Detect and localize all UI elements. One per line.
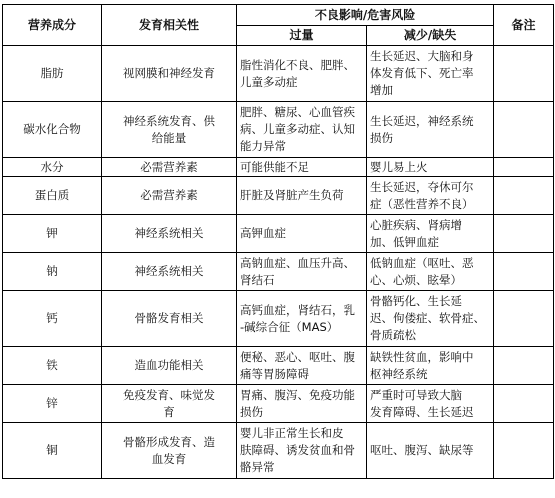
cell-development <box>102 291 237 347</box>
cell-excess-text: 胃痛、腹泻、免疫功能 损伤 <box>240 387 355 419</box>
cell-excess <box>237 253 367 291</box>
cell-nutrient <box>3 102 102 158</box>
cell-development-text: 骨骼发育相关 <box>134 311 204 325</box>
cell-nutrient <box>3 158 102 177</box>
cell-nutrient-text: 碳水化合物 <box>23 122 81 136</box>
cell-deficiency-text: 呕吐、腹泻、缺尿等 <box>370 443 474 457</box>
header-development: 发育相关性 <box>102 5 237 46</box>
table-row <box>3 423 554 479</box>
table-row <box>3 158 554 177</box>
cell-development <box>102 46 237 102</box>
cell-nutrient <box>3 291 102 347</box>
header-risk: 不良影响/危害风险 <box>237 5 494 26</box>
header-excess: 过量 <box>237 26 367 46</box>
cell-deficiency <box>367 291 494 347</box>
cell-remark <box>494 347 554 385</box>
cell-remark <box>494 158 554 177</box>
cell-deficiency <box>367 177 494 215</box>
cell-nutrient <box>3 385 102 423</box>
cell-excess-text: 高钠血症、血压升高、 肾结石 <box>240 255 355 287</box>
cell-excess <box>237 215 367 253</box>
cell-development <box>102 423 237 479</box>
cell-deficiency-text: 缺铁性贫血，影响中 枢神经系统 <box>370 349 474 381</box>
cell-deficiency-text: 骨骼钙化、生长延 迟、佝偻症、软骨症、 骨质疏松 <box>370 294 485 342</box>
cell-remark <box>494 46 554 102</box>
cell-remark <box>494 253 554 291</box>
cell-development-text: 神经系统相关 <box>134 226 204 240</box>
cell-nutrient-text: 水分 <box>40 159 64 174</box>
cell-nutrient <box>3 253 102 291</box>
cell-nutrient <box>3 215 102 253</box>
table-row <box>3 215 554 253</box>
cell-excess <box>237 291 367 347</box>
cell-excess <box>237 385 367 423</box>
cell-development-text: 神经系统发育、供 给能量 <box>123 113 215 145</box>
cell-remark <box>494 385 554 423</box>
cell-development <box>102 215 237 253</box>
cell-development-text: 造血功能相关 <box>134 358 204 372</box>
cell-remark <box>494 102 554 158</box>
cell-remark <box>494 215 554 253</box>
cell-development-text: 视网膜和神经发育 <box>123 66 215 80</box>
cell-excess <box>237 102 367 158</box>
table-row <box>3 347 554 385</box>
table-row <box>3 46 554 102</box>
cell-development <box>102 347 237 385</box>
cell-excess-text: 肝脏及肾脏产生负荷 <box>240 188 344 202</box>
table-row <box>3 102 554 158</box>
table-row <box>3 385 554 423</box>
cell-nutrient-text: 脂肪 <box>40 66 64 80</box>
cell-development <box>102 385 237 423</box>
cell-nutrient-text: 钾 <box>46 226 58 240</box>
cell-excess <box>237 46 367 102</box>
cell-nutrient <box>3 347 102 385</box>
cell-deficiency <box>367 46 494 102</box>
cell-development-text: 免疫发育、味觉发 育 <box>123 387 215 419</box>
cell-excess-text: 婴儿非正常生长和皮 肤障碍、诱发贫血和骨 骼异常 <box>240 426 355 474</box>
cell-development-text: 骨骼形成发育、造 血发育 <box>123 434 215 466</box>
table-row <box>3 253 554 291</box>
cell-nutrient-text: 铜 <box>46 443 58 457</box>
cell-deficiency-text: 生长延迟，夺休可尔 症（恶性营养不良） <box>370 179 474 211</box>
cell-deficiency <box>367 423 494 479</box>
cell-deficiency <box>367 347 494 385</box>
header-nutrient: 营养成分 <box>3 5 102 46</box>
cell-excess-text: 脂性消化不良、肥胖、 儿童多动症 <box>240 57 355 89</box>
cell-excess <box>237 347 367 385</box>
cell-remark <box>494 291 554 347</box>
cell-excess <box>237 158 367 177</box>
cell-nutrient-text: 锌 <box>46 396 58 410</box>
table-row <box>3 291 554 347</box>
nutrition-risk-table <box>2 4 554 479</box>
cell-deficiency-text: 生长延迟，神经系统 损伤 <box>370 113 474 145</box>
table-body <box>3 46 554 479</box>
cell-excess-text: 高钾血症 <box>240 226 286 240</box>
cell-remark <box>494 423 554 479</box>
cell-excess-text: 可能供能不足 <box>240 159 309 174</box>
cell-nutrient-text: 钠 <box>46 264 58 278</box>
cell-nutrient <box>3 177 102 215</box>
cell-excess-text: 高钙血症，肾结石，乳 -碱综合征（MAS） <box>240 302 355 334</box>
cell-deficiency-text: 生长延迟、大脑和身 体发育低下、死亡率 增加 <box>370 49 474 97</box>
cell-deficiency <box>367 385 494 423</box>
cell-development-text: 必需营养素 <box>140 159 198 174</box>
cell-deficiency <box>367 215 494 253</box>
cell-deficiency-text: 心脏疾病、肾病增 加、低钾血症 <box>370 217 462 249</box>
table-row <box>3 177 554 215</box>
cell-deficiency-text: 严重时可导致大脑 发育障碍、生长延迟 <box>370 387 474 419</box>
cell-development <box>102 253 237 291</box>
cell-development <box>102 177 237 215</box>
cell-deficiency-text: 低钠血症（呕吐、恶 心、心烦、眩晕） <box>370 255 474 287</box>
cell-development-text: 必需营养素 <box>140 188 198 202</box>
cell-development-text: 神经系统相关 <box>134 264 204 278</box>
cell-development <box>102 158 237 177</box>
cell-development <box>102 102 237 158</box>
cell-nutrient <box>3 423 102 479</box>
header-remark: 备注 <box>494 5 554 46</box>
cell-deficiency <box>367 158 494 177</box>
cell-deficiency <box>367 253 494 291</box>
cell-deficiency <box>367 102 494 158</box>
header-deficiency: 减少/缺失 <box>367 26 494 46</box>
cell-remark <box>494 177 554 215</box>
cell-excess <box>237 177 367 215</box>
cell-excess-text: 便秘、恶心、呕吐、腹 痛等胃肠障碍 <box>240 349 355 381</box>
cell-excess-text: 肥胖、糖尿、心血管疾 病、儿童多动症、认知 能力异常 <box>240 105 355 153</box>
cell-deficiency-text: 婴儿易上火 <box>370 159 428 174</box>
cell-excess <box>237 423 367 479</box>
cell-nutrient <box>3 46 102 102</box>
cell-nutrient-text: 铁 <box>46 358 58 372</box>
cell-nutrient-text: 蛋白质 <box>34 188 70 202</box>
cell-nutrient-text: 钙 <box>46 311 58 325</box>
